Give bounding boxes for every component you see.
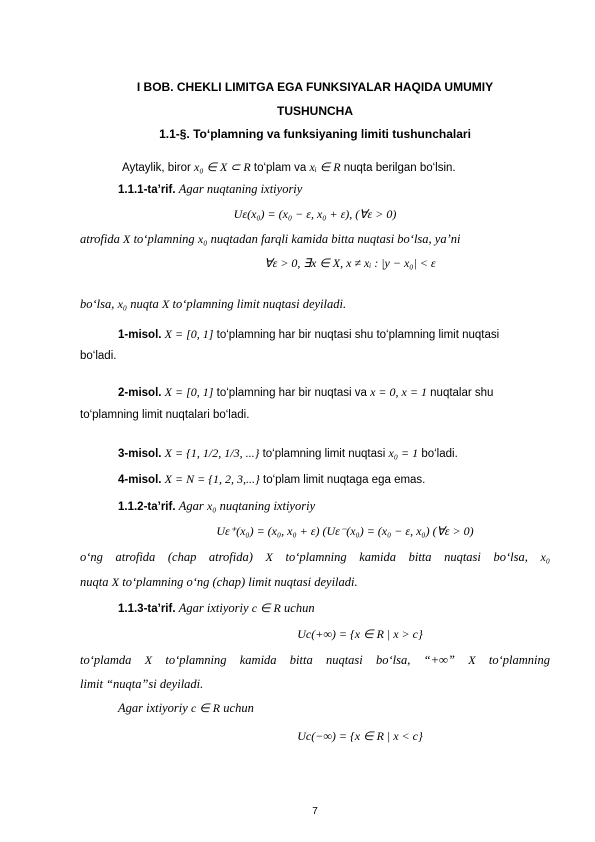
section-title: 1.1-§. To‘plamning va funksiyaning limiti tushunchalari: [159, 127, 471, 141]
example-1-continuation: bo‘ladi.: [80, 350, 117, 362]
last-formula: Uc(−∞) = {x ∈ R | x < c}: [297, 729, 423, 743]
chapter-title-line1: I BOB. CHEKLI LIMITGA EGA FUNKSIYALAR HAQIDA UMUMIY: [136, 80, 494, 94]
example-2-continuation: to‘plamning limit nuqtalari bo‘ladi.: [80, 409, 250, 421]
definition-1-formula-2: ∀ε > 0, ∃x ∈ X, x ≠ xᵢ : |y − x₀| < ε: [264, 256, 436, 270]
example-1-label: 1-misol.: [118, 329, 162, 341]
example-2: 2-misol. X = [0, 1] to‘plamning har bir nuqtasi va x = 0, x = 1 nuqtalar shu: [118, 385, 494, 399]
intro-math-set: x₀ ∈ X ⊂ R: [194, 160, 251, 174]
definition-3-continuation: to‘plamda X to‘plamning kamida bitta nuqtasi bo‘lsa, “+∞” X to‘plamning: [80, 653, 551, 667]
example-3: 3-misol. X = {1, 1/2, 1/3, ...} to‘plamning limit nuqtasi x₀ = 1 bo‘ladi.: [118, 446, 458, 460]
example-4: 4-misol. X = N = {1, 2, 3,...} to‘plam limit nuqtaga ega emas.: [118, 472, 426, 486]
definition-2-label: 1.1.2-ta’rif.: [118, 501, 176, 513]
intro-math-point: xᵢ ∈ R: [309, 160, 341, 174]
chapter-title-line2: TUSHUNCHA: [277, 104, 353, 118]
definition-3-end: limit “nuqta”si deyiladi.: [80, 677, 204, 691]
definition-3-formula: Uc(+∞) = {x ∈ R | x > c}: [297, 627, 423, 641]
definition-1-continuation: atrofida X to‘plamning x₀ nuqtadan farqli kamida bitta nuqtasi bo‘lsa, ya’ni: [80, 232, 461, 246]
definition-1-end: bo‘lsa, x₀ nuqta X to‘plamning limit nuqtasi deyiladi.: [80, 297, 347, 311]
example-2-label: 2-misol.: [118, 387, 162, 399]
example-4-label: 4-misol.: [118, 474, 162, 486]
definition-2: 1.1.2-ta’rif. Agar x₀ nuqtaning ixtiyoriy: [118, 499, 316, 513]
definition-1-label: 1.1.1-ta’rif.: [118, 184, 176, 196]
definition-2-end: nuqta X to‘plamning o‘ng (chap) limit nuqtasi deyiladi.: [80, 575, 358, 589]
last-paragraph: Agar ixtiyoriy c ∈ R uchun: [118, 701, 254, 715]
definition-3: 1.1.3-ta’rif. Agar ixtiyoriy c ∈ R uchun: [118, 601, 315, 615]
definition-1-formula: Uε(x₀) = (x₀ − ε, x₀ + ε), (∀ε > 0): [233, 207, 397, 221]
intro-paragraph: Aytaylik, biror x₀ ∈ X ⊂ R to‘plam va xᵢ ∈ R nuqta berilgan bo‘lsin.: [122, 160, 456, 174]
page-number: 7: [312, 806, 318, 817]
definition-3-label: 1.1.3-ta’rif.: [118, 603, 176, 615]
example-1: 1-misol. X = [0, 1] to‘plamning har bir nuqtasi shu to‘plamning limit nuqtasi: [118, 327, 500, 341]
example-3-label: 3-misol.: [118, 448, 162, 460]
definition-2-formula: Uε⁺(x₀) = (x₀, x₀ + ε) (Uε⁻(x₀) = (x₀ − ε, x₀) (∀ε > 0): [216, 524, 474, 538]
definition-1: 1.1.1-ta’rif. Agar nuqtaning ixtiyoriy: [118, 182, 303, 196]
definition-2-continuation: o‘ng atrofida (chap atrofida) X to‘plamning kamida bitta nuqtasi bo‘lsa, x₀: [80, 550, 551, 564]
